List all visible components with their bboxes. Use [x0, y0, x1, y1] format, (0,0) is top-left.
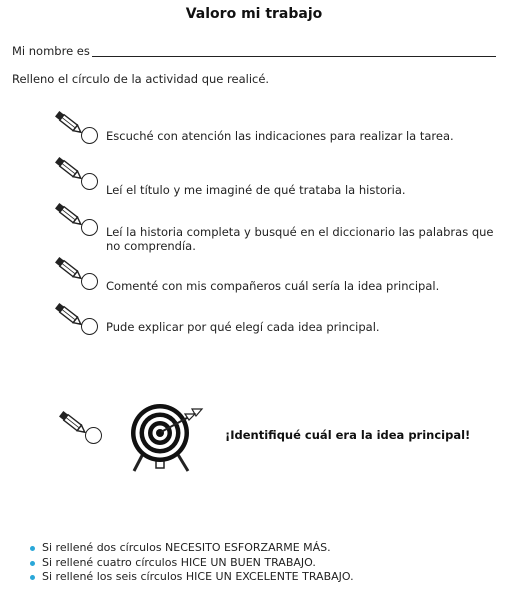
circle-bubble-icon[interactable]: [81, 273, 98, 290]
activity-item-1: Escuché con atención las indicaciones para realizar la tarea.: [106, 129, 454, 143]
page-title: Valoro mi trabajo: [185, 6, 323, 22]
scoring-item-2: Si rellené cuatro círculos HICE UN BUEN TRABAJO.: [30, 556, 354, 571]
activity-item-2: Leí el título y me imaginé de qué trataba la historia.: [106, 183, 406, 197]
name-field[interactable]: [92, 56, 496, 57]
activity-item-4: Comenté con mis compañeros cuál sería la idea principal.: [106, 279, 440, 293]
name-label: Mi nombre es: [12, 44, 90, 58]
scoring-item-1: Si rellené dos círculos NECESITO ESFORZARME MÁS.: [30, 541, 354, 556]
circle-bubble-icon[interactable]: [81, 173, 98, 190]
activity-item-5: Pude explicar por qué elegí cada idea principal.: [106, 320, 380, 334]
activity-item-3: Leí la historia completa y busqué en el diccionario las palabras que no comprendía.: [106, 225, 494, 253]
circle-bubble-icon[interactable]: [81, 219, 98, 236]
circle-bubble-icon[interactable]: [81, 318, 98, 335]
circle-bubble-icon[interactable]: [81, 127, 98, 144]
scoring-list: [30, 541, 354, 585]
scoring-item-3: Si rellené los seis círculos HICE UN EXCELENTE TRABAJO.: [30, 570, 354, 585]
target-statement: ¡Identifiqué cuál era la idea principal!: [225, 428, 471, 442]
circle-bubble-icon[interactable]: [85, 427, 102, 444]
instruction-text: Relleno el círculo de la actividad que realicé.: [12, 72, 270, 86]
target-icon: [126, 404, 204, 474]
